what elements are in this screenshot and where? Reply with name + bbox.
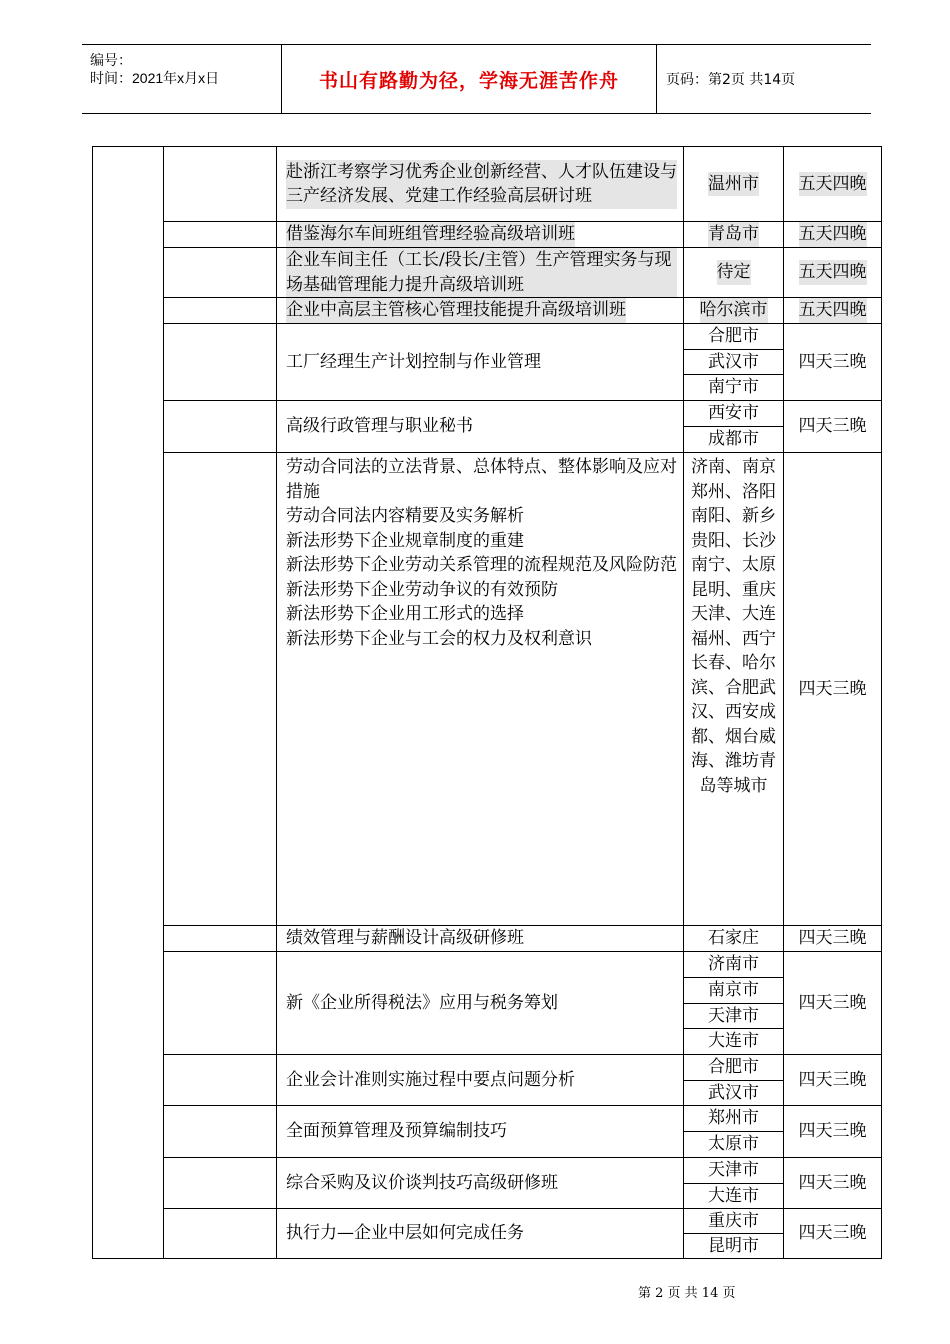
course-name: 执行力—企业中层如何完成任务 (286, 1223, 524, 1244)
duration-text: 四天三晚 (798, 416, 867, 437)
city-name: 昆明市 (708, 1235, 759, 1256)
duration-cell (784, 324, 881, 400)
course-cell (277, 453, 683, 925)
course-name: 新《企业所得税法》应用与税务筹划 (286, 992, 558, 1013)
city-name: 青岛市 (708, 222, 759, 247)
course-cell (277, 248, 683, 297)
city-name: 大连市 (708, 1031, 759, 1052)
city-name: 天津市 (708, 1005, 759, 1026)
course-name: 综合采购及议价谈判技巧高级研修班 (286, 1172, 558, 1193)
header-page-info: 页码：第2页 共14页 (666, 72, 796, 88)
city-cell (684, 350, 783, 374)
table-border (163, 925, 881, 926)
duration-text: 四天三晚 (798, 1121, 867, 1142)
course-cell (277, 1055, 683, 1105)
duration-cell (784, 401, 881, 452)
table-border (92, 146, 881, 147)
duration-cell (784, 147, 881, 221)
course-line: 劳动合同法的立法背景、总体特点、整体影响及应对措施 (286, 457, 677, 502)
course-cell (277, 147, 683, 221)
city-cell (684, 1081, 783, 1105)
city-name: 温州市 (708, 172, 759, 197)
table-border (881, 146, 882, 1258)
course-cell (277, 222, 683, 247)
duration-cell (784, 222, 881, 247)
duration-text: 四天三晚 (798, 351, 867, 372)
duration-text: 四天三晚 (798, 1069, 867, 1090)
city-cell (684, 1029, 783, 1054)
city-name: 西安市 (708, 403, 759, 424)
table-border (683, 349, 783, 350)
city-cell (684, 147, 783, 221)
table-border (163, 146, 164, 1258)
city-name: 成都市 (708, 429, 759, 450)
table-border (163, 221, 881, 222)
city-cell (684, 978, 783, 1003)
duration-cell (784, 298, 881, 323)
course-cell (277, 926, 683, 951)
course-name: 企业中高层主管核心管理技能提升高级培训班 (286, 298, 626, 323)
city-name: 天津市 (708, 1160, 759, 1181)
table-border (92, 1258, 882, 1259)
city-cell (684, 324, 783, 349)
duration-cell (784, 952, 881, 1054)
table-border (683, 977, 783, 978)
city-cell (684, 1106, 783, 1131)
table-border (163, 1105, 881, 1106)
city-cell (684, 1234, 783, 1258)
table-border (683, 1080, 783, 1081)
table-border (683, 1131, 783, 1132)
course-name: 企业车间主任（工长/段长/主管）生产管理实务与现场基础管理能力提升高级培训班 (286, 248, 677, 297)
table-border (163, 297, 881, 298)
table-border (276, 146, 277, 1258)
table-border (163, 452, 881, 453)
city-name: 重庆市 (708, 1210, 759, 1231)
city-cell (684, 401, 783, 426)
table-border (163, 1208, 881, 1209)
city-name: 武汉市 (708, 1082, 759, 1103)
table-border (683, 146, 684, 1258)
duration-text: 五天四晚 (799, 172, 867, 197)
city-cell (684, 1209, 783, 1233)
city-name: 济南市 (708, 954, 759, 975)
table-border (683, 1028, 783, 1029)
city-cell (684, 375, 783, 400)
duration-text: 四天三晚 (798, 678, 867, 699)
city-cell (684, 1184, 783, 1208)
table-border (163, 1054, 881, 1055)
table-border (683, 426, 783, 427)
duration-text: 四天三晚 (798, 928, 867, 949)
table-border (163, 951, 881, 952)
course-name: 赴浙江考察学习优秀企业创新经营、人才队伍建设与三产经济发展、党建工作经验高层研讨班 (286, 160, 677, 209)
duration-cell (784, 1158, 881, 1208)
course-name: 全面预算管理及预算编制技巧 (286, 1121, 507, 1142)
city-name: 郑州市 (708, 1108, 759, 1129)
city-cell (684, 1158, 783, 1183)
page-footer: 第 2 页 共 14 页 (638, 1286, 736, 1301)
course-cell (277, 1158, 683, 1208)
course-name: 企业会计准则实施过程中要点问题分析 (286, 1069, 575, 1090)
city-name: 太原市 (708, 1134, 759, 1155)
city-cell (684, 248, 783, 297)
city-cell (684, 298, 783, 323)
city-name: 待定 (717, 260, 751, 285)
course-cell (277, 1209, 683, 1258)
city-cell (684, 222, 783, 247)
duration-text: 四天三晚 (798, 992, 867, 1013)
duration-text: 五天四晚 (799, 260, 867, 285)
duration-text: 五天四晚 (799, 222, 867, 247)
duration-text: 五天四晚 (799, 298, 867, 323)
city-cell (684, 427, 783, 452)
course-line: 新法形势下企业规章制度的重建 (286, 530, 524, 551)
table-border (92, 146, 93, 1258)
table-border (163, 323, 881, 324)
city-cell (684, 1004, 783, 1028)
duration-cell (784, 1209, 881, 1258)
table-border (683, 1233, 783, 1234)
header-motto: 书山有路勤为径，学海无涯苦作舟 (282, 45, 657, 113)
course-cell (277, 952, 683, 1054)
table-border (163, 1157, 881, 1158)
city-cell (684, 926, 783, 951)
course-line: 新法形势下企业劳动关系管理的流程规范及风险防范 (286, 555, 677, 575)
city-name: 武汉市 (708, 351, 759, 372)
course-line: 新法形势下企业用工形式的选择 (286, 604, 524, 624)
table-border (683, 1183, 783, 1184)
course-name: 绩效管理与薪酬设计高级研修班 (286, 928, 524, 949)
course-cell (277, 401, 683, 452)
city-name: 合肥市 (708, 326, 759, 347)
course-cell (277, 298, 683, 323)
course-name: 高级行政管理与职业秘书 (286, 416, 473, 437)
city-name: 南宁市 (708, 377, 759, 398)
course-cell (277, 1106, 683, 1157)
city-cell (684, 1132, 783, 1157)
table-border (683, 374, 783, 375)
city-list: 济南、南京郑州、洛阳南阳、新乡贵阳、长沙南宁、太原昆明、重庆天津、大连福州、西宁长春、哈尔滨、合肥武汉、西安成都、烟台威海、潍坊青岛等城市 (691, 457, 776, 796)
city-name: 哈尔滨市 (700, 298, 768, 323)
duration-text: 四天三晚 (798, 1172, 867, 1193)
duration-cell (784, 453, 881, 925)
course-line: 劳动合同法内容精要及实务解析 (286, 506, 524, 526)
city-name: 合肥市 (708, 1057, 759, 1078)
table-border (163, 247, 881, 248)
table-border (683, 1003, 783, 1004)
city-name: 大连市 (708, 1185, 759, 1206)
city-cell (684, 1055, 783, 1080)
course-name: 工厂经理生产计划控制与作业管理 (286, 351, 541, 372)
table-border (783, 146, 784, 1258)
duration-cell (784, 1055, 881, 1105)
serial-label: 编号： (90, 52, 132, 68)
course-line: 新法形势下企业劳动争议的有效预防 (286, 579, 558, 600)
course-name: 借鉴海尔车间班组管理经验高级培训班 (286, 222, 575, 247)
time-label: 时间：2021年x月x日 (90, 70, 220, 86)
course-line: 新法形势下企业与工会的权力及权利意识 (286, 628, 592, 649)
duration-cell (784, 248, 881, 297)
table-border (163, 400, 881, 401)
city-cell (684, 952, 783, 977)
city-name: 南京市 (708, 980, 759, 1001)
course-cell (277, 324, 683, 400)
duration-text: 四天三晚 (798, 1223, 867, 1244)
city-name: 石家庄 (708, 928, 759, 949)
duration-cell (784, 1106, 881, 1157)
city-cell (684, 453, 783, 925)
duration-cell (784, 926, 881, 951)
